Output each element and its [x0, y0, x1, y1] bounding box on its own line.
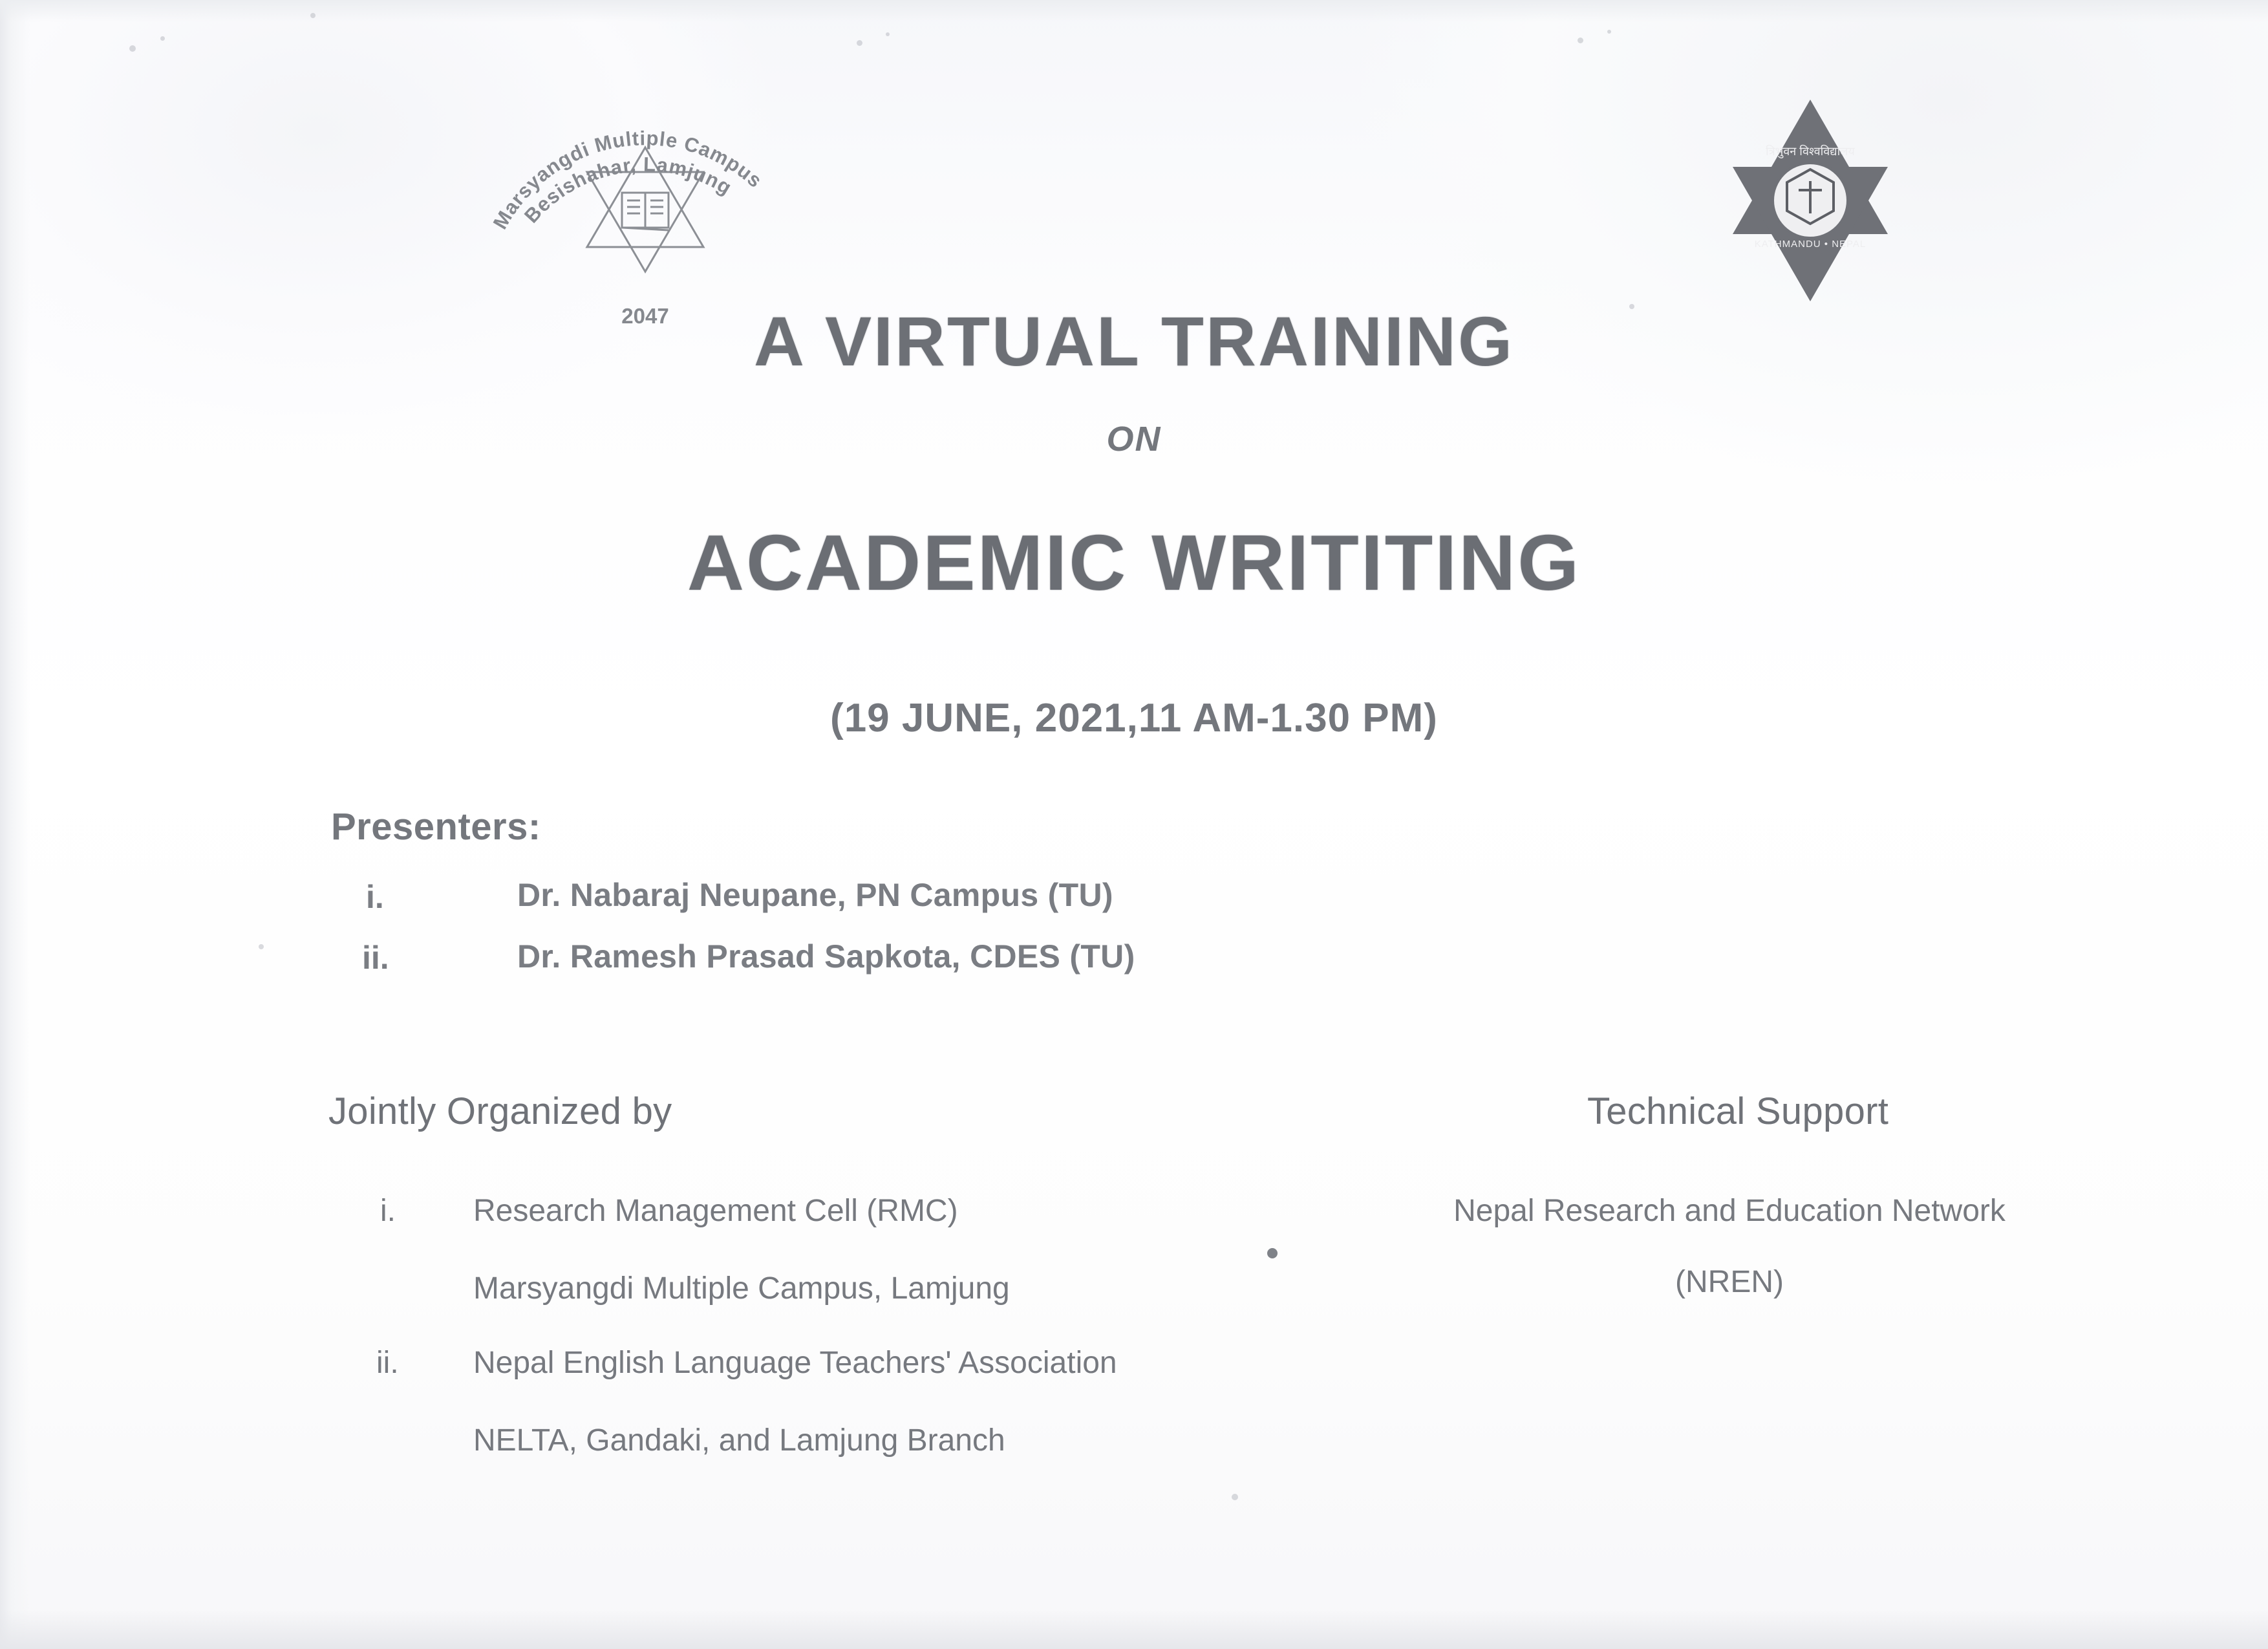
presenter-2-name: Dr. Ramesh Prasad Sapkota, CDES (TU): [517, 938, 1135, 975]
tribhuvan-university-seal: [1694, 84, 1927, 317]
seal-arc-top-text: Marsyangdi Multiple Campus: [488, 127, 767, 233]
scan-speck: [1267, 1248, 1278, 1258]
presenter-2-number: ii.: [362, 940, 389, 976]
organizer-2-number: ii.: [376, 1346, 399, 1380]
presenter-1-name: Dr. Nabaraj Neupane, PN Campus (TU): [517, 877, 1113, 913]
scan-speck: [129, 45, 136, 52]
scan-edge-left: [0, 0, 30, 1649]
organizer-2-line-2: NELTA, Gandaki, and Lamjung Branch: [473, 1423, 1005, 1458]
title-connector: ON: [1106, 420, 1162, 458]
organizer-1-line-2: Marsyangdi Multiple Campus, Lamjung: [473, 1271, 1010, 1306]
scan-edge-top: [0, 0, 2268, 22]
seal-arc-bottom-text: Besishahar, Lamjung: [520, 153, 736, 228]
seal-location-text: KATHMANDU • NEPAL: [1754, 239, 1867, 250]
organizer-2-line-1: Nepal English Language Teachers' Association: [473, 1346, 1117, 1380]
technical-support-line-1: Nepal Research and Education Network: [1453, 1194, 2006, 1228]
training-datetime: (19 JUNE, 2021,11 AM-1.30 PM): [830, 696, 1438, 740]
scan-speck: [886, 32, 890, 36]
scan-speck: [160, 36, 165, 41]
organizers-heading: Jointly Organized by: [328, 1090, 672, 1132]
organizer-1-number: i.: [380, 1194, 396, 1228]
scan-edge-bottom: [0, 1610, 2268, 1649]
scan-speck: [857, 40, 862, 46]
presenters-label: Presenters:: [331, 806, 541, 848]
seal-devanagari-text: त्रिभुवन विश्वविद्यालय: [1766, 145, 1855, 158]
organizer-1-line-1: Research Management Cell (RMC): [473, 1194, 958, 1228]
technical-support-line-2: (NREN): [1675, 1265, 1784, 1299]
page-title: A VIRTUAL TRAINING: [754, 302, 1514, 380]
scan-speck: [1578, 38, 1583, 43]
training-topic: ACADEMIC WRITITING: [687, 519, 1581, 607]
scan-speck: [310, 13, 316, 18]
technical-support-heading: Technical Support: [1587, 1090, 1889, 1132]
scan-speck: [1232, 1494, 1238, 1500]
scan-speck: [259, 944, 264, 949]
seal-year-text: 2047: [621, 304, 669, 328]
presenter-1-number: i.: [366, 879, 384, 915]
scan-speck: [1607, 30, 1611, 34]
